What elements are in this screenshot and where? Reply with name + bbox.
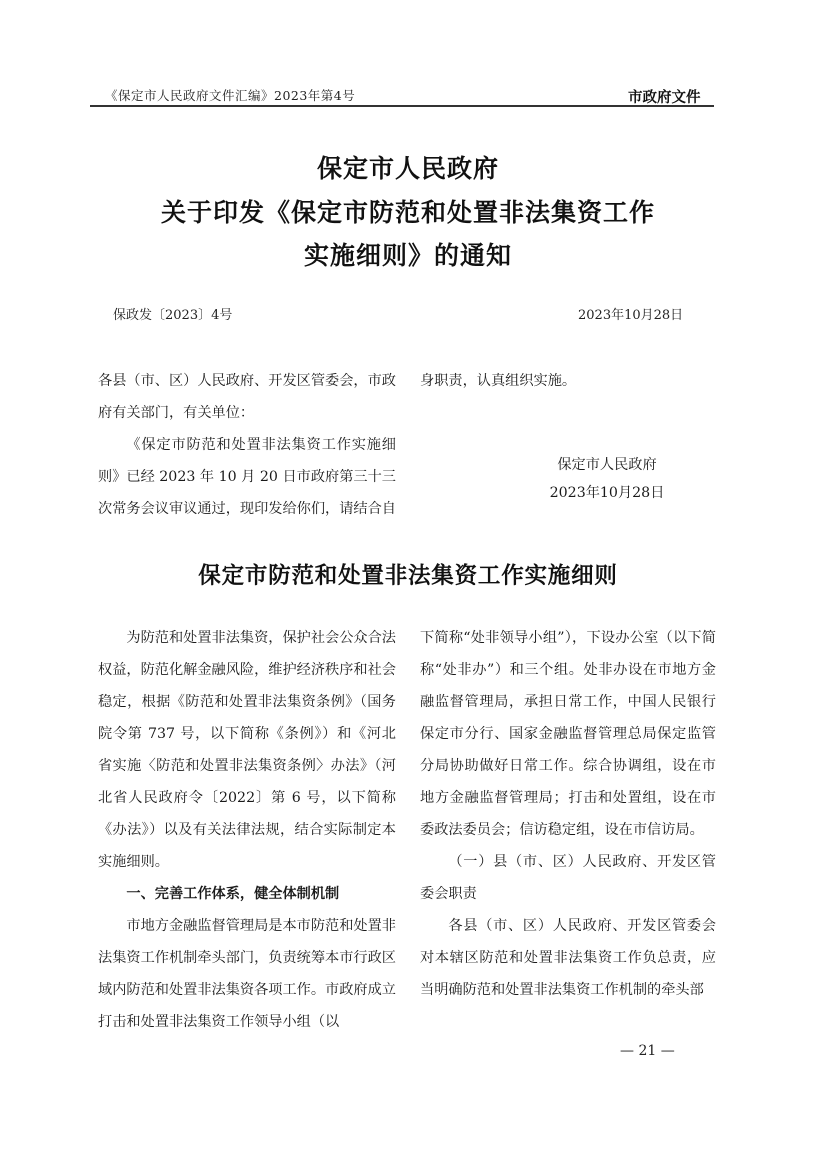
- publication-header: 《保定市人民政府文件汇编》2023年第4号: [105, 88, 356, 103]
- notice-body-part-1: 《保定市防范和处置非法集资工作实施细则》已经 2023 年 10 月 20 日市政府第三十三次常务会议审议通过，现印发给你们，请结合自: [98, 437, 396, 517]
- notice-right-column: [420, 365, 716, 397]
- section-1-paragraph-part-2: 下简称“处非领导小组”），下设办公室（以下简称“处非办”）和三个组。处非办设在市地方金融监督管理局，承担日常工作，中国人民银行保定市分行、国家金融监督管理总局保定监管分局协助做好日常工作。综合协调组，设在市地方金融监督管理局；打击和处置组，设在市委政法委员会；信访稳定组，设在市信访局。: [420, 630, 716, 838]
- notice-addressee: 各县（市、区）人民政府、开发区管委会，市政府有关部门，有关单位：: [98, 373, 396, 421]
- subsection-1-heading: （一）县（市、区）人民政府、开发区管委会职责: [420, 854, 716, 902]
- rules-left-column: [98, 622, 396, 1038]
- header-divider: [90, 105, 714, 107]
- section-1-paragraph-part-1: 市地方金融监督管理局是本市防范和处置非法集资工作机制牵头部门，负责统筹本市行政区域内防范和处置非法集资各项工作。市政府成立打击和处置非法集资工作领导小组（以: [98, 918, 396, 1030]
- subsection-1-paragraph: 各县（市、区）人民政府、开发区管委会对本辖区防范和处置非法集资工作负总责，应当明确防范和处置非法集资工作机制的牵头部: [420, 918, 716, 998]
- rules-right-column: [420, 622, 716, 1006]
- notice-title-line-1: 保定市人民政府: [316, 154, 499, 183]
- signature-org: 保定市人民政府: [557, 457, 657, 473]
- rules-intro: 为防范和处置非法集资，保护社会公众合法权益，防范化解金融风险，维护经济秩序和社会稳定，根据《防范和处置非法集资条例》（国务院令第 737 号，以下简称《条例》）和《河北省实施〈防范和处置非法集资条例〉办法》（河北省人民政府令〔2022〕第 6 号，以下简称《办法》）以及有关法律法规，结合实际制定本实施细则。: [98, 630, 396, 870]
- document-date: 2023年10月28日: [578, 308, 684, 323]
- rules-title: 保定市防范和处置非法集资工作实施细则: [198, 563, 618, 589]
- notice-title-line-3: 实施细则》的通知: [303, 241, 512, 270]
- notice-body-part-2: 身职责，认真组织实施。: [420, 373, 577, 389]
- notice-title-line-2: 关于印发《保定市防范和处置非法集资工作: [160, 198, 655, 227]
- page-number: — 21 —: [620, 1043, 675, 1059]
- signature-date: 2023年10月28日: [549, 485, 665, 501]
- section-1-heading: 一、完善工作体系，健全体制机制: [126, 886, 340, 902]
- notice-left-column: [98, 365, 396, 525]
- section-label: 市政府文件: [628, 90, 701, 106]
- document-number: 保政发〔2023〕4号: [113, 308, 233, 323]
